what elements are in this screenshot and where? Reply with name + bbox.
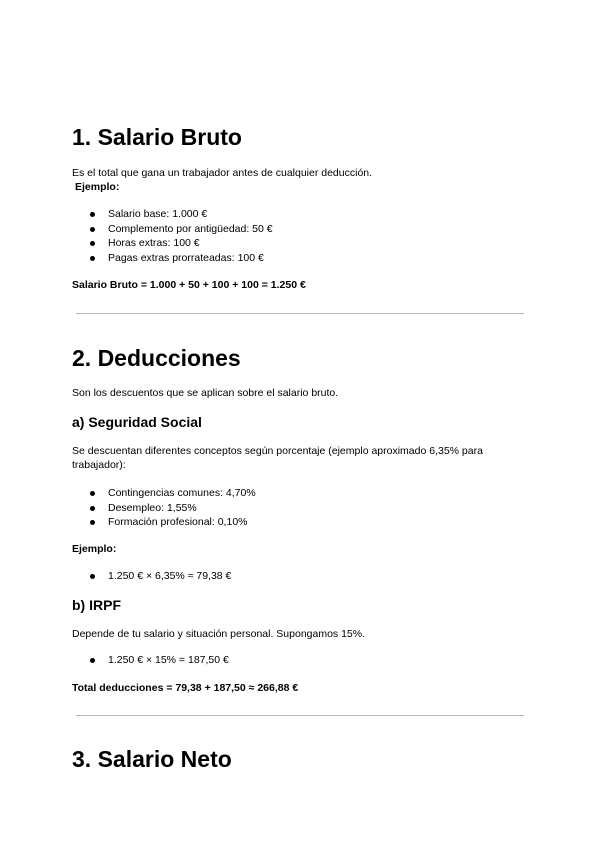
social-security-list bbox=[90, 486, 256, 530]
section-divider bbox=[76, 715, 524, 716]
bullet-icon bbox=[90, 658, 95, 663]
list-item: 1.250 € × 15% = 187,50 € bbox=[90, 653, 229, 668]
subsection-text-line-1: Se descuentan diferentes conceptos según porcentaje (ejemplo aproximado 6,35% para bbox=[72, 445, 483, 457]
section-intro: Es el total que gana un trabajador antes de cualquier deducción. bbox=[72, 167, 373, 179]
list-item: Horas extras: 100 € bbox=[90, 236, 273, 251]
section-intro: Son los descuentos que se aplican sobre el salario bruto. bbox=[72, 387, 339, 399]
subsection-title-irpf: b) IRPF bbox=[72, 597, 121, 613]
bullet-icon bbox=[90, 227, 95, 232]
bullet-icon bbox=[90, 212, 95, 217]
deductions-total: Total deducciones = 79,38 + 187,50 ≈ 266,88 € bbox=[72, 682, 299, 694]
section-title-salario-bruto: 1. Salario Bruto bbox=[72, 124, 242, 150]
irpf-list bbox=[90, 653, 229, 668]
subsection-text-line-2: trabajador): bbox=[72, 459, 126, 471]
example-label: Ejemplo: bbox=[72, 543, 117, 555]
list-item: Contingencias comunes: 4,70% bbox=[90, 486, 256, 501]
list-item: Salario base: 1.000 € bbox=[90, 207, 273, 222]
list-item: 1.250 € × 6,35% ≈ 79,38 € bbox=[90, 569, 231, 584]
bullet-icon bbox=[90, 491, 95, 496]
subsection-text: Depende de tu salario y situación personal. Supongamos 15%. bbox=[72, 628, 366, 640]
list-item: Desempleo: 1,55% bbox=[90, 501, 256, 516]
bullet-icon bbox=[90, 256, 95, 261]
bullet-icon bbox=[90, 241, 95, 246]
bullet-icon bbox=[90, 520, 95, 525]
salary-components-list bbox=[90, 207, 273, 265]
bullet-icon bbox=[90, 506, 95, 511]
subsection-title-seguridad-social: a) Seguridad Social bbox=[72, 414, 202, 430]
bullet-icon bbox=[90, 574, 95, 579]
list-item: Pagas extras prorrateadas: 100 € bbox=[90, 251, 273, 266]
section-title-salario-neto: 3. Salario Neto bbox=[72, 746, 232, 772]
gross-salary-total: Salario Bruto = 1.000 + 50 + 100 + 100 = 1.250 € bbox=[72, 279, 306, 291]
list-item: Complemento por antigüedad: 50 € bbox=[90, 222, 273, 237]
section-title-deducciones: 2. Deducciones bbox=[72, 345, 241, 371]
section-divider bbox=[76, 313, 524, 314]
list-item: Formación profesional: 0,10% bbox=[90, 515, 256, 530]
example-label: Ejemplo: bbox=[75, 181, 120, 193]
social-security-example-list bbox=[90, 569, 231, 584]
